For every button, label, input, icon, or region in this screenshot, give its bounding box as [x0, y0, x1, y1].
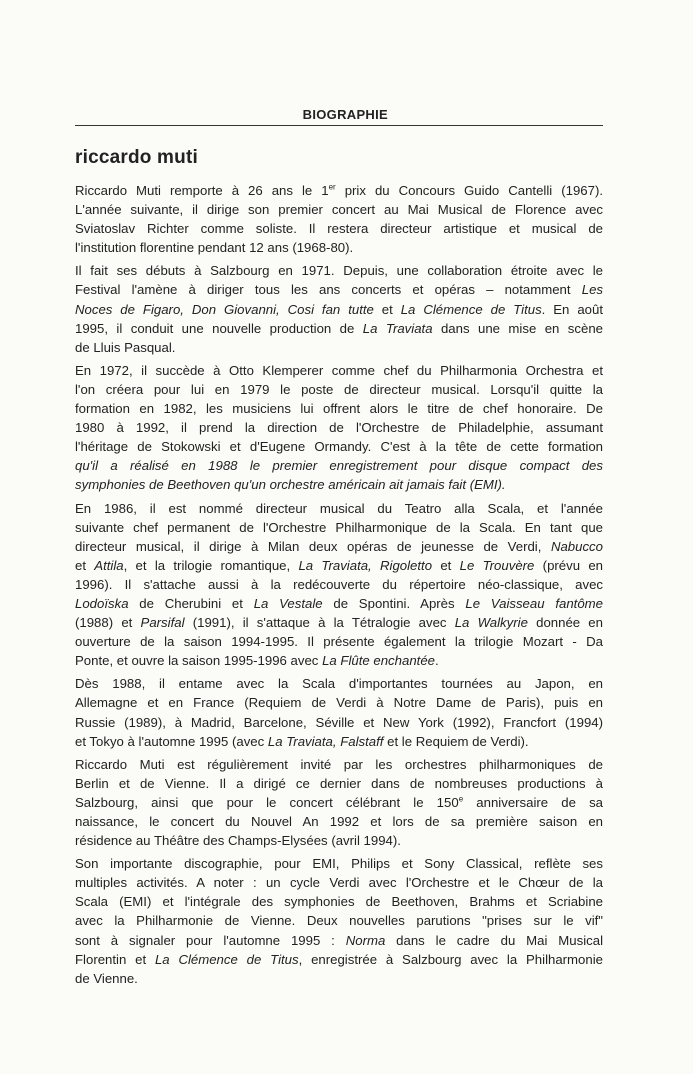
text-line [75, 594, 603, 613]
italic-title: qu'il a réalisé en 1988 le premier enregistrement pour disque compact des [75, 458, 603, 474]
paragraph [75, 261, 603, 356]
text-line [75, 831, 603, 850]
italic-title: La Clémence de Titus [400, 301, 542, 317]
text-run: l'on créera pour lui en 1979 le poste de directeur musical. Lorsqu'il quitte la [75, 381, 603, 397]
text-line [75, 774, 603, 793]
text-run: résidence au Théâtre des Champs-Elysées (avril 1994). [75, 833, 401, 849]
text-line [75, 261, 603, 280]
text-run: Riccardo Muti remporte à 26 ans le 1 [75, 183, 329, 198]
italic-title: La Traviata, Falstaff [267, 733, 384, 749]
header-rule [75, 125, 603, 126]
biography-body [75, 181, 603, 992]
text-line [75, 280, 603, 299]
text-line [75, 575, 603, 594]
italic-title: Le Trouvère [459, 557, 535, 573]
italic-title: Les [581, 282, 603, 298]
text-run: et [75, 557, 95, 573]
text-run: Son importante discographie, pour EMI, Philips et Sony Classical, reflète ses [75, 856, 603, 872]
text-run: Dès 1988, il entame avec la Scala d'importantes tournées au Japon, en [75, 676, 603, 692]
text-line [75, 931, 603, 950]
page-title: riccardo muti [75, 147, 198, 168]
text-run: , enregistrée à Salzbourg avec la Philharmonie [298, 951, 603, 967]
superscript: e [458, 794, 464, 804]
text-line [75, 418, 603, 437]
text-line [75, 380, 603, 399]
text-line [75, 793, 603, 812]
italic-title: Norma [345, 932, 386, 948]
text-run: En 1986, il est nommé directeur musical du Teatro alla Scala, et l'année [75, 500, 603, 516]
text-run: Berlin et de Vienne. Il a dirigé ce dernier dans de nombreuses productions à [75, 775, 603, 791]
text-run: et Tokyo à l'automne 1995 (avec [75, 733, 268, 749]
text-run: l'institution florentine pendant 12 ans (1968-80). [75, 240, 354, 256]
italic-title: La Traviata [362, 320, 433, 336]
text-line [75, 181, 603, 200]
text-line [75, 556, 603, 575]
text-run: l'héritage de Stokowski et d'Eugene Ormandy. C'est à la tête de cette formation [75, 439, 603, 455]
paragraph [75, 854, 603, 988]
text-run: sont à signaler pour l'automne 1995 : [75, 932, 346, 948]
superscript: er [328, 182, 336, 192]
text-run: directeur musical, il dirige à Milan deux opéras de jeunesse de Verdi, [75, 538, 551, 554]
text-run: avec la Philharmonie de Vienne. Deux nouvelles parutions "prises sur le vif" [75, 913, 603, 929]
text-line [75, 911, 603, 930]
text-line [75, 456, 603, 475]
text-line [75, 732, 603, 751]
text-line [75, 950, 603, 969]
text-line [75, 200, 603, 219]
italic-title: Attila [94, 557, 124, 573]
text-run: formation en 1982, les musiciens lui offrent alors le titre de chef honoraire. De [75, 401, 603, 417]
text-line [75, 755, 603, 774]
text-line [75, 319, 603, 338]
italic-title: La Walkyrie [454, 615, 528, 631]
section-header: BIOGRAPHIE [302, 107, 388, 122]
text-run: L'année suivante, il dirige son premier concert au Mai Musical de Florence avec [75, 202, 603, 218]
italic-title: La Flûte enchantée [322, 653, 435, 669]
text-line [75, 632, 603, 651]
text-run: suivante chef permanent de l'Orchestre Philharmonique de la Scala. En tant que [75, 519, 603, 535]
text-run: de Spontini. Après [322, 595, 466, 611]
italic-title: La Clémence de Titus [154, 951, 299, 967]
text-line [75, 812, 603, 831]
text-run: de Vienne. [75, 970, 138, 986]
italic-title: symphonies de Beethoven qu'un orchestre américain ait jamais fait (EMI). [75, 477, 506, 493]
text-run: et [432, 557, 460, 573]
text-run: de Lluis Pasqual. [75, 339, 176, 355]
paragraph [75, 181, 603, 257]
text-line [75, 361, 603, 380]
text-run: Ponte, et ouvre la saison 1995-1996 avec [75, 653, 323, 669]
text-run: En 1972, il succède à Otto Klemperer comme chef du Philharmonia Orchestra et [75, 362, 603, 378]
italic-title: Lodoïska [75, 595, 129, 611]
text-line [75, 674, 603, 693]
paragraph [75, 755, 603, 850]
text-line [75, 338, 603, 357]
paragraph [75, 361, 603, 495]
text-run: Riccardo Muti est régulièrement invité par les orchestres philharmoniques de [75, 756, 603, 772]
italic-title: Nabucco [550, 538, 603, 554]
text-run: , et la trilogie romantique, [123, 557, 299, 573]
text-run: Scala (EMI) et l'intégrale des symphonies de Beethoven, Brahms et Scriabine [75, 894, 603, 910]
text-run: (1991), il s'attaque à la Tétralogie avec [184, 615, 455, 631]
text-run: Allemagne et en France (Requiem de Verdi à Notre Dame de Paris), puis en [75, 695, 603, 711]
text-line [75, 437, 603, 456]
text-line [75, 969, 603, 988]
text-run: ouverture de la saison 1994-1995. Il présente également la trilogie Mozart - Da [75, 634, 603, 650]
text-line [75, 713, 603, 732]
text-run: 1996). Il s'attache aussi à la redécouverte du répertoire néo-classique, avec [75, 576, 603, 592]
text-line [75, 892, 603, 911]
text-line [75, 499, 603, 518]
paragraph [75, 674, 603, 750]
text-run: 1995, il conduit une nouvelle production de [75, 320, 363, 336]
text-run: multiples activités. A noter : un cycle Verdi avec l'Orchestre et le Chœur de la [75, 875, 603, 891]
text-run: dans le cadre du Mai Musical [385, 932, 603, 948]
text-run: dans une mise en scène [432, 320, 603, 336]
text-run: . En août [541, 301, 603, 317]
text-line [75, 693, 603, 712]
text-run: et le Requiem de Verdi). [383, 733, 529, 749]
text-run: prix du Concours Guido Cantelli (1967). [335, 183, 604, 198]
text-run: de Cherubini et [128, 595, 254, 611]
text-line [75, 219, 603, 238]
paragraph [75, 499, 603, 671]
text-line [75, 475, 603, 494]
text-line [75, 854, 603, 873]
text-run: naissance, le concert du Nouvel An 1992 et lors de sa première saison en [75, 814, 603, 829]
text-line [75, 873, 603, 892]
text-run: Salzbourg, ainsi que pour le concert célébrant le 150 [75, 794, 459, 810]
italic-title: Parsifal [140, 615, 185, 631]
italic-title: Noces de Figaro, Don Giovanni, Cosi fan tutte [75, 301, 374, 317]
text-run: . [435, 653, 439, 669]
italic-title: La Vestale [253, 595, 323, 611]
text-line [75, 651, 603, 670]
text-run: Sviatoslav Richter comme soliste. Il restera directeur artistique et musical de [75, 221, 603, 237]
text-line [75, 399, 603, 418]
text-line [75, 300, 603, 319]
italic-title: La Traviata, Rigoletto [298, 557, 433, 573]
text-line [75, 518, 603, 537]
text-run: et [373, 301, 401, 317]
text-line [75, 537, 603, 556]
text-run: donnée en [527, 615, 603, 631]
text-run: (1988) et [75, 615, 141, 631]
text-run: (prévu en [534, 557, 604, 573]
text-run: Russie (1989), à Madrid, Barcelone, Séville et New York (1992), Francfort (1994) [75, 714, 603, 730]
text-run: Florentin et [75, 951, 155, 967]
text-run: Il fait ses débuts à Salzbourg en 1971. Depuis, une collaboration étroite avec le [75, 263, 603, 279]
text-run: 1980 à 1992, il prend la direction de l'Orchestre de Philadelphie, assumant [75, 420, 603, 436]
italic-title: Le Vaisseau fantôme [465, 595, 603, 611]
text-line [75, 613, 603, 632]
text-line [75, 238, 603, 257]
text-run: anniversaire de sa [463, 794, 603, 810]
text-run: Festival l'amène à diriger tous les ans concerts et opéras – notamment [75, 282, 582, 298]
